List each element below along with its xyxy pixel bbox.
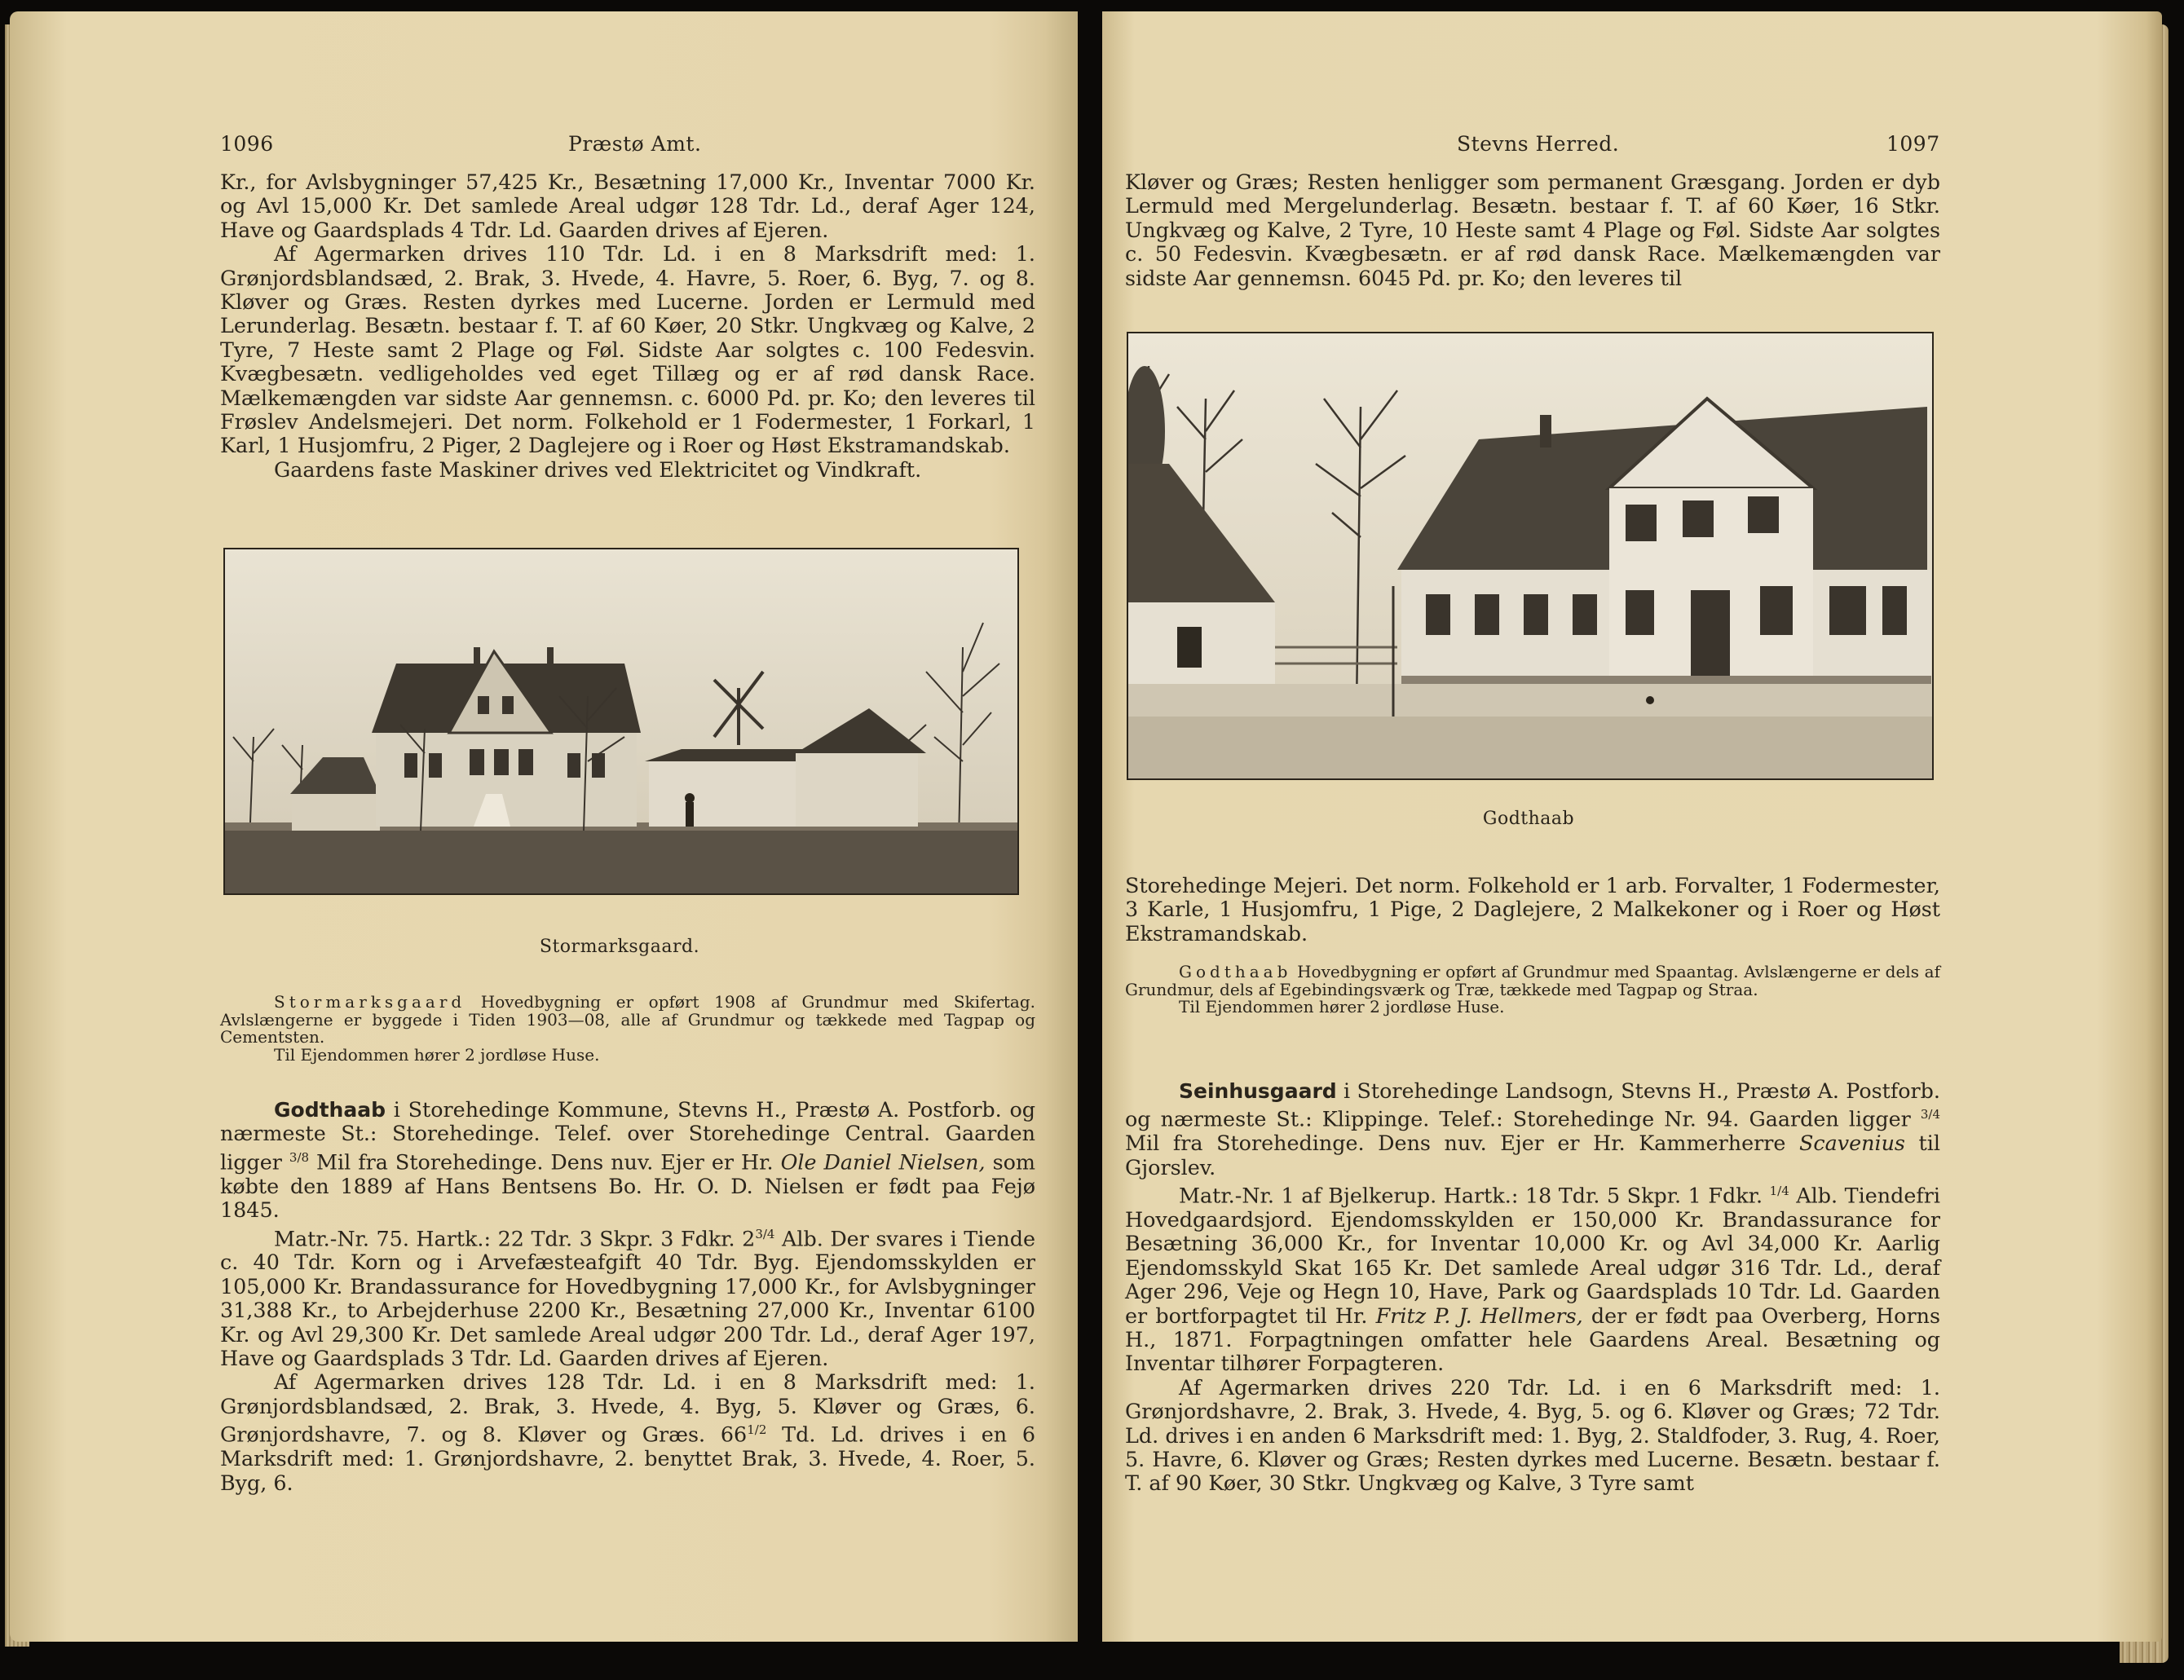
photo-caption-godthaab: Godthaab <box>1482 809 1575 829</box>
running-head-left: Præstø Amt. <box>568 132 702 156</box>
entry-text: Alb. Tiendefri Hovedgaardsjord. Ejendomsskylden er 150,000 Kr. Brandassurance for Besætning 36,000 Kr., for Inventar 10,000 Kr. og Avl 34,000 Kr. Aarlig Ejendomsskyld Skat 165 Kr. Det samlede Areal udgør 316 Tdr. Ld., deraf Ager 296, Veje og Hegn 10, Have, Park og Gaardsplads 10 Tdr. Ld. Gaarden er bortforpagtet til Hr. <box>1125 1183 1941 1328</box>
entry-godthaab <box>220 1098 1035 1495</box>
fraction: 1/4 <box>1769 1184 1789 1199</box>
fraction: 3/8 <box>289 1149 310 1165</box>
left-intro-text <box>220 170 1035 482</box>
note-text: Til Ejendommen hører 2 jordløse Huse. <box>274 1044 600 1065</box>
right-page <box>1102 11 2162 1642</box>
paragraph: Storehedinge Mejeri. Det norm. Folkehold er 1 arb. Forvalter, 1 Fodermester, 3 Karle, 1 Husjomfru, 1 Pige, 2 Daglejere, 2 Malkekoner og i Roer og Høst Ekstramandskab. <box>1125 873 1940 946</box>
left-page <box>10 11 1078 1642</box>
left-small-note <box>220 994 1035 1064</box>
entry-text: Td. Ld. drives i en 6 Marksdrift med: 1. Grønjordshavre, 2. benyttet Brak, 3. Hvede, 4. Roer, 5. Byg, 6. <box>220 1422 1035 1495</box>
paragraph: Kr., for Avlsbygninger 57,425 Kr., Besætning 17,000 Kr., Inventar 7000 Kr. og Avl 15,000 Kr. Det samlede Areal udgør 128 Tdr. Ld., deraf Ager 124, Have og Gaardsplads 4 Tdr. Ld. Gaarden drives af Ejeren. <box>220 170 1035 242</box>
entry-seinhusgaard <box>1125 1079 1940 1496</box>
entry-text: i Storehedinge Landsogn, Stevns H., Præstø A. Postforb. og nærmeste St.: Klippinge. Telef.: Storehedinge Nr. 94. Gaarden ligger <box>1125 1078 1940 1131</box>
owner-name: Ole Daniel Nielsen, <box>780 1149 986 1175</box>
book-gutter <box>1078 0 1102 1680</box>
entry-text: Af Agermarken drives 128 Tdr. Ld. i en 8 Marksdrift med: 1. Grønjordsblandsæd, 2. Brak, 3. Hvede, 4. Byg, 5. Kløver og Græs, 6. Grønjordshavre, 7. og 8. Kløver og Græs. 66 <box>220 1369 1035 1447</box>
note-text: Hovedbygning er opført af Grundmur med Spaantag. Avlslængerne er dels af Grundmur, dels af Egebindingsværk og Træ, tækkede med Tagpap og Straa. <box>1125 962 1940 999</box>
photo-caption-stormarksgaard: Stormarksgaard. <box>539 937 700 957</box>
paragraph: Af Agermarken drives 220 Tdr. Ld. i en 6 Marksdrift med: 1. Grønjordshavre, 2. Brak, 3. Hvede, 4. Byg, 5. og 6. Kløver og Græs; 72 Tdr. Ld. drives i en anden 6 Marksdrift med: 1. Byg, 2. Staldfoder, 3. Rug, 4. Roer, 5. Havre, 6. Kløver og Græs; Resten dyrkes med Lucerne. Besætn. bestaar f. T. af 90 Køer, 30 Stkr. Ungkvæg og Kalve, 3 Tyre samt <box>1125 1374 1940 1496</box>
note-lead: Stormarksgaard <box>274 992 466 1012</box>
entry-text: til Gjorslev. <box>1125 1131 1941 1180</box>
entry-text: som købte den 1889 af Hans Bentsens Bo. Hr. O. D. Nielsen er født paa Fejø 1845. <box>220 1149 1035 1223</box>
entry-text: Mil fra Storehedinge. Dens nuv. Ejer er Hr. <box>309 1149 781 1175</box>
note-text: Til Ejendommen hører 2 jordløse Huse. <box>1179 997 1505 1016</box>
fraction: 3/4 <box>755 1226 775 1241</box>
entry-text: Matr.-Nr. 75. Hartk.: 22 Tdr. 3 Skpr. 3 Fdkr. 2 <box>274 1225 756 1250</box>
paragraph: Gaardens faste Maskiner drives ved Elektricitet og Vindkraft. <box>274 456 922 482</box>
entry-name: Seinhusgaard <box>1179 1079 1337 1103</box>
right-after-photo <box>1125 874 1940 946</box>
fraction: 1/2 <box>747 1422 767 1438</box>
running-head-right: Stevns Herred. <box>1457 132 1620 156</box>
right-top-text <box>1125 170 1940 290</box>
entry-text: der er født paa Overberg, Horns H., 1871. Forpagtningen omfatter hele Gaardens Areal. Besætning og Inventar tilhører Forpagteren. <box>1125 1303 1940 1376</box>
note-lead: Godthaab <box>1179 962 1292 981</box>
entry-text: Mil fra Storehedinge. Dens nuv. Ejer er Hr. Kammerherre <box>1125 1131 1799 1156</box>
entry-text: Alb. Der svares i Tiende c. 40 Tdr. Korn og i Arvefæsteafgift 40 Tdr. Byg. Ejendomsskylden er 105,000 Kr. Brandassurance for Hovedbygning 17,000 Kr., for Avlsbygninger 31,388 Kr., to Arbejderhuse 2200 Kr., Besætning 27,000 Kr., Inventar 6100 Kr. og Avl 29,300 Kr. Det samlede Areal udgør 200 Tdr. Ld., deraf Ager 197, Have og Gaardsplads 3 Tdr. Ld. Gaarden drives af Ejeren. <box>220 1225 1035 1370</box>
photo-stormarksgaard <box>223 548 1019 895</box>
tenant-name: Fritz P. J. Hellmers, <box>1375 1303 1583 1328</box>
right-small-note <box>1125 963 1940 1016</box>
paragraph: Af Agermarken drives 110 Tdr. Ld. i en 8 Marksdrift med: 1. Grønjordsblandsæd, 2. Brak, 3. Hvede, 4. Havre, 5. Roer, 6. Byg, 7. og 8. Kløver og Græs. Resten dyrkes med Lucerne. Jorden er Lermuld med Lerunderlag. Besætn. bestaar f. T. af 60 Køer, 20 Stkr. Ungkvæg og Kalve, 2 Tyre, 7 Heste samt 2 Plage og Føl. Sidste Aar solgtes c. 100 Fedesvin. Kvægbesætn. vedligeholdes ved eget Tillæg og er af rød dansk Race. Mælkemængden var sidste Aar gennemsn. c. 6000 Pd. pr. Ko; den leveres til Frøslev Andelsmejeri. Det norm. Folkehold er 1 Fodermester, 1 Forkarl, 1 Karl, 1 Husjomfru, 2 Piger, 2 Daglejere og i Roer og Høst Ekstramandskab. <box>220 241 1035 458</box>
entry-text: i Storehedinge Kommune, Stevns H., Præstø A. Postforb. og nærmeste St.: Storehedinge. Telef. over Storehedinge Central. Gaarden ligger <box>220 1097 1035 1175</box>
entry-name: Godthaab <box>274 1098 386 1122</box>
page-number-right: 1097 <box>1886 132 1940 156</box>
note-text: Hovedbygning er opført 1908 af Grundmur med Skifertag. Avlslængerne er byggede i Tiden 1903—08, alle af Grundmur og tækkede med Tagpap og Cementsten. <box>220 992 1035 1047</box>
page-number-left: 1096 <box>220 132 274 156</box>
photo-godthaab <box>1127 332 1934 780</box>
owner-name: Scavenius <box>1798 1131 1905 1156</box>
paragraph: Kløver og Græs; Resten henligger som permanent Græsgang. Jorden er dyb Lermuld med Mergelunderlag. Besætn. bestaar f. T. af 60 Køer, 16 Stkr. Ungkvæg og Kalve, 2 Tyre, 10 Heste samt 4 Plage og Føl. Sidste Aar solgtes c. 50 Fedesvin. Kvægbesætn. er af rød dansk Race. Mælkemængden var sidste Aar gennemsn. 6045 Pd. pr. Ko; den leveres til <box>1125 170 1940 290</box>
entry-text: Matr.-Nr. 1 af Bjelkerup. Hartk.: 18 Tdr. 5 Skpr. 1 Fdkr. <box>1179 1183 1770 1208</box>
fraction: 3/4 <box>1920 1107 1940 1122</box>
